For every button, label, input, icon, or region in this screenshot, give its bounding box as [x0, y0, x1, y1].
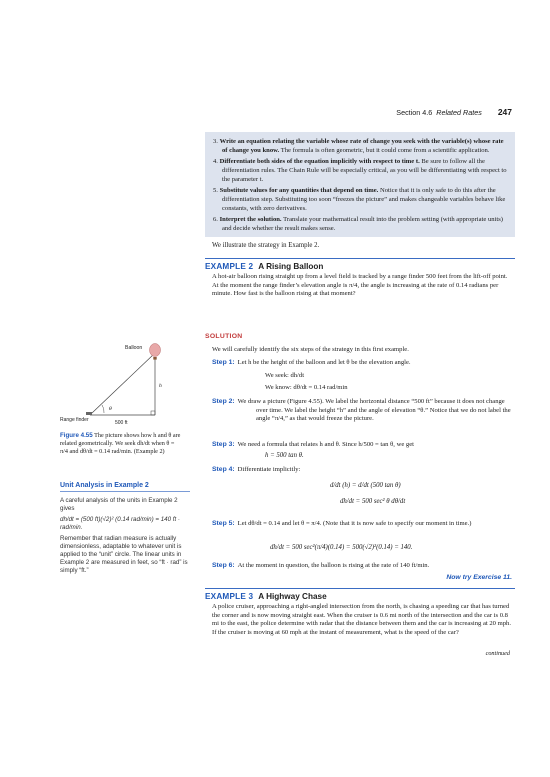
example-2-problem: A hot-air balloon rising straight up from a level field is tracked by a range finder 500 feet from the lift-off point. At the moment the range finder’s elevation angle is π/4, the angle is increasing at the rate of 0.14 radians per minute. How fast is the balloon rising at that moment?	[212, 273, 508, 297]
figure-caption-label: Figure 4.55	[60, 432, 93, 439]
balloon-basket-icon	[153, 357, 156, 360]
solution-intro: We will carefully identify the six steps of the strategy in this first example.	[212, 346, 409, 353]
step-6: Step 6: At the moment in question, the balloon is rising at the rate of 140 ft/min.	[212, 562, 430, 569]
example-2-label: EXAMPLE 2	[205, 262, 254, 271]
strategy-step-6: 6. Interpret the solution. Translate your mathematical result into the problem setting (with appropriate units) and decide whether the result makes sense.	[213, 216, 503, 232]
balloon-figure	[60, 340, 195, 430]
know-line: We know: dθ/dt = 0.14 rad/min	[265, 384, 348, 391]
range-finder-label: Range finder	[60, 417, 89, 423]
step-6-label: Step 6:	[212, 562, 235, 569]
running-head	[396, 107, 512, 117]
step-1: Step 1: Let h be the height of the balloon and let θ be the elevation angle.	[212, 359, 411, 366]
step-4-label: Step 4:	[212, 466, 235, 473]
sidebar-equation: dh/dt = (500 ft)(√2)² (0.14 rad/min) = 140 ft · rad/min.	[60, 516, 180, 531]
sidebar-body	[60, 497, 190, 575]
sidebar-title: Unit Analysis in Example 2	[60, 482, 190, 492]
right-angle-mark	[151, 411, 155, 415]
strategy-box	[205, 132, 515, 237]
section-number: Section 4.6	[396, 108, 433, 117]
strategy-step-3: 3. Write an equation relating the variable whose rate of change you seek with the variable(s) whose rate of change you know. The formula is often geometric, but it could come from a scientific application.	[213, 138, 504, 154]
example-3-title: A Highway Chase	[258, 592, 327, 601]
step-3-equation: h = 500 tan θ.	[265, 452, 304, 459]
distance-label: 500 ft	[115, 420, 128, 426]
step-4-equation-1: d/dt (h) = d/dt (500 tan θ)	[330, 482, 401, 489]
range-finder-icon	[86, 412, 92, 415]
step-2: Step 2: We draw a picture (Figure 4.55). We label the horizontal distance “500 ft” because it does not change over time. We label the height “h” and the angle of elevation “θ.” Notice that we do not label the angle “π/4,” as that would freeze the picture.	[212, 398, 511, 422]
angle-arc	[102, 405, 104, 413]
step-5-equation: dh/dt = 500 sec²(π/4)(0.14) = 500(√2)²(0.14) = 140.	[270, 544, 413, 551]
sight-line	[92, 354, 154, 413]
theta-label: θ	[109, 406, 112, 412]
step-5-label: Step 5:	[212, 520, 235, 527]
example-3-label: EXAMPLE 3	[205, 592, 254, 601]
example-3-header	[205, 588, 515, 601]
section-title: Related Rates	[436, 108, 482, 117]
balloon-label: Balloon	[125, 345, 143, 351]
step-2-label: Step 2:	[212, 398, 235, 405]
step-5: Step 5: Let dθ/dt = 0.14 and let θ = π/4. (Note that it is now safe to specify our moment in time.)	[212, 520, 472, 527]
example-3-problem: A police cruiser, approaching a right-angled intersection from the north, is chasing a speeding car that has turned the corner and is now moving straight east. When the cruiser is 0.6 mi north of the intersection and the car is 0.8 mi to the east, the police determine with radar that the distance between them and the car is increasing at 20 mph. If the cruiser is moving at 60 mph at the instant of measurement, what is the speed of the car?	[212, 603, 511, 636]
solution-label: SOLUTION	[205, 333, 243, 340]
step-1-label: Step 1:	[212, 359, 235, 366]
step-4-equation-2: dh/dt = 500 sec² θ dθ/dt	[340, 498, 406, 505]
seek-line: We seek: dh/dt	[265, 372, 305, 379]
strategy-step-5: 5. Substitute values for any quantities that depend on time. Notice that it is only safe to do this after the differentiation step. Substituting too soon “freezes the picture” and makes changeable variables behave like constants, with zero derivatives.	[213, 187, 506, 212]
continued-note: continued	[485, 650, 510, 657]
intro-text: We illustrate the strategy in Example 2.	[212, 242, 320, 249]
step-3-label: Step 3:	[212, 441, 235, 448]
step-4: Step 4: Differentiate implicitly:	[212, 466, 301, 473]
example-2-title: A Rising Balloon	[258, 262, 324, 271]
strategy-step-4: 4. Differentiate both sides of the equation implicitly with respect to time t. Be sure to follow all the differentiation rules. The Chain Rule will be especially critical, as you will be differentiating with respect to the parameter t.	[213, 158, 507, 183]
example-2-header	[205, 258, 515, 271]
now-try-exercise-link[interactable]: Now try Exercise 11.	[446, 574, 512, 581]
sidebar-paragraph-1: A careful analysis of the units in Example 2 gives	[60, 497, 178, 512]
step-3: Step 3: We need a formula that relates h and θ. Since h/500 = tan θ, we get	[212, 441, 414, 448]
page-number: 247	[497, 107, 512, 117]
figure-caption: Figure 4.55 The picture shows how h and θ are related geometrically. We seek dh/dt when θ = π/4 and dθ/dt = 0.14 rad/min. (Example 2)	[60, 432, 181, 455]
height-label: h	[159, 383, 162, 389]
sidebar-paragraph-2: Remember that radian measure is actually dimensionless, adaptable to whatever unit is applied to the “unit” circle. The linear units in Example 2 are measured in feet, so “ft · rad” is simply “ft.”	[60, 535, 188, 574]
balloon-icon	[150, 344, 161, 357]
